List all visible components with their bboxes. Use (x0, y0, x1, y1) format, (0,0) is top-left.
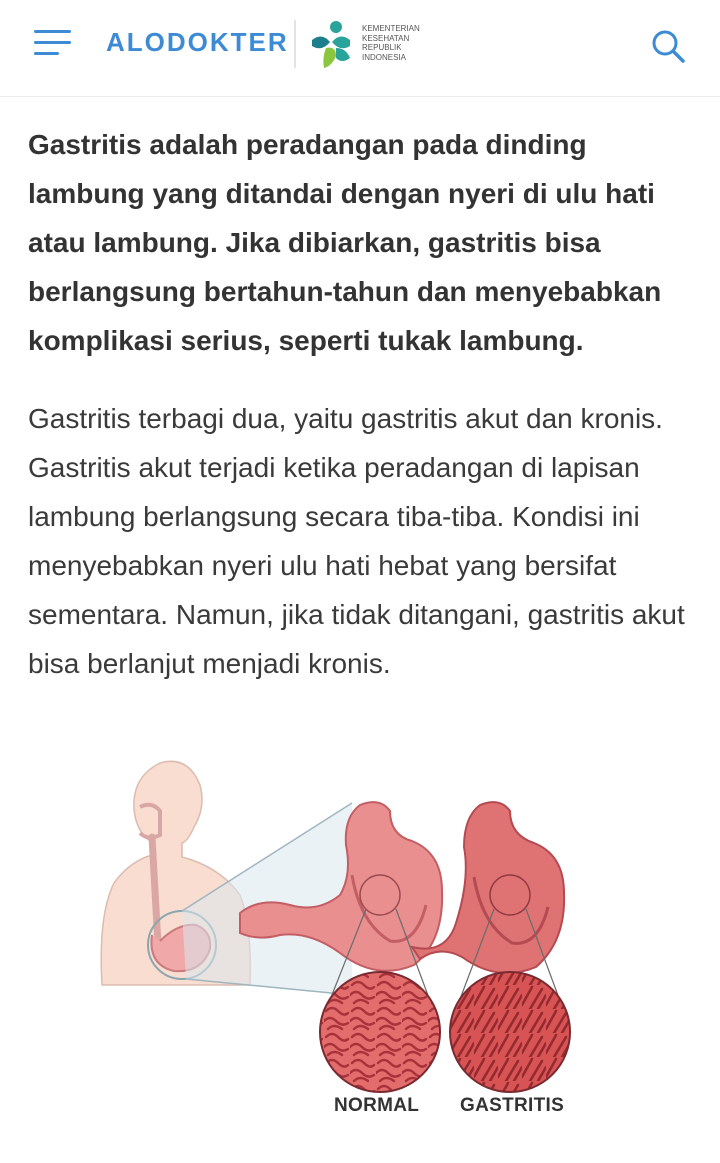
label-gastritis: GASTRITIS (460, 1095, 565, 1116)
kemenkes-logo-icon (306, 18, 356, 70)
article-body (28, 120, 692, 688)
search-icon[interactable] (648, 26, 688, 66)
logo-divider (294, 20, 296, 68)
alodokter-logo[interactable]: ALODOKTER (106, 27, 289, 57)
normal-lining-closeup (320, 972, 440, 1092)
hamburger-menu-icon[interactable] (34, 30, 74, 60)
article-paragraph: Gastritis terbagi dua, yaitu gastritis akut dan kronis. Gastritis akut terjadi ketika peradangan di lapisan lambung berlangsung secara tiba-tiba. Kondisi ini menyebabkan nyeri ulu hati hebat yang bersifat sementara. Namun, jika tidak ditangani, gastritis akut bisa berlanjut menjadi kronis. (28, 403, 685, 679)
article-lead: Gastritis adalah peradangan pada dinding lambung yang ditandai dengan nyeri di ulu hati atau lambung. Jika dibiarkan, gastritis bisa berlangsung bertahun-tahun dan menyebabkan komplikasi serius, seperti tukak lambung. (28, 129, 662, 356)
zoom-beam (182, 803, 352, 995)
top-header (0, 0, 720, 97)
label-normal: NORMAL (334, 1095, 420, 1116)
gastritis-illustration (90, 745, 610, 1130)
gastritis-lining-closeup (450, 972, 570, 1092)
kemenkes-text: KEMENTERIAN KESEHATAN REPUBLIK INDONESIA (362, 24, 420, 62)
